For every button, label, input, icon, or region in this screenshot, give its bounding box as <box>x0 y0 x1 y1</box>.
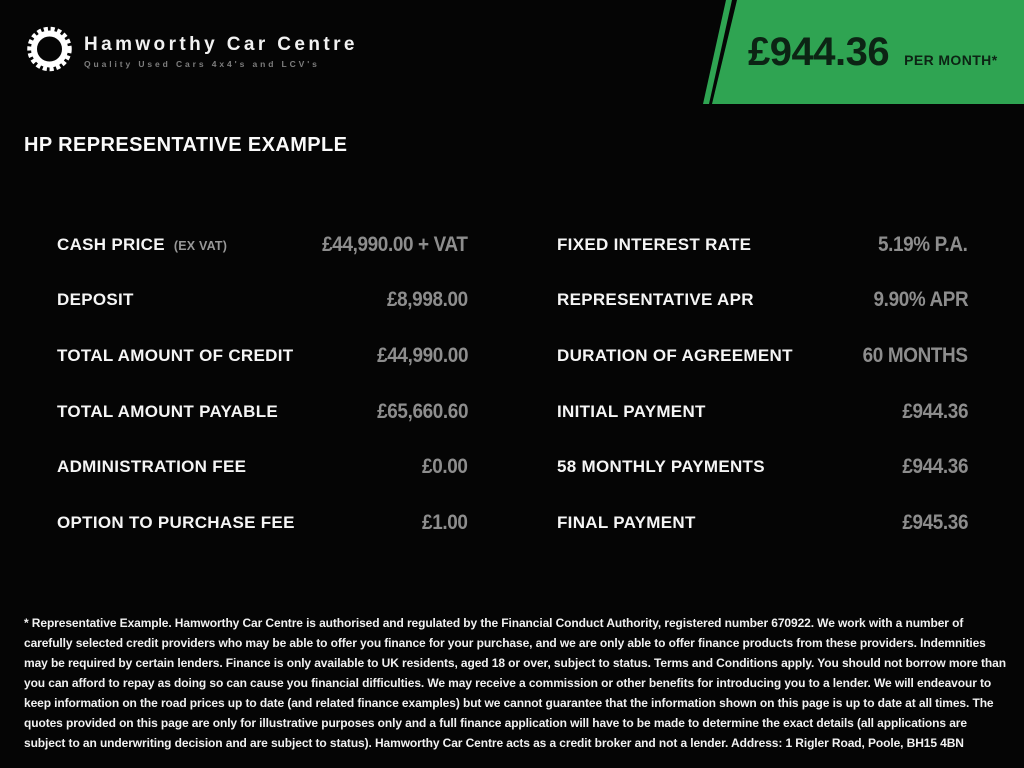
table-row-apr <box>557 273 968 329</box>
row-label: FINAL PAYMENT <box>557 512 696 532</box>
row-value: £944.36 <box>902 455 968 479</box>
table-row-initial-payment <box>557 384 968 440</box>
row-label: FIXED INTEREST RATE <box>557 234 752 254</box>
row-label: TOTAL AMOUNT PAYABLE <box>57 401 279 421</box>
brand-name: Hamworthy Car Centre <box>84 34 358 55</box>
table-row-total-payable <box>57 384 468 440</box>
row-label: 58 MONTHLY PAYMENTS <box>557 457 765 477</box>
table-row-monthly-payments <box>557 439 968 495</box>
row-label: CASH PRICE (EX VAT) <box>57 234 228 254</box>
table-row-deposit <box>57 273 468 329</box>
row-note: (EX VAT) <box>173 238 228 253</box>
disclaimer-text: * Representative Example. Hamworthy Car Centre is authorised and regulated by the Financial Conduct Authority, registered number 670922. We work with a number of carefully selected credit providers who may be able to offer you finance for your purchase, and we are only able to offer finance products from these providers. Indemnities may be required by certain lenders. Finance is only available to UK residents, aged 18 or over, subject to status. Terms and Conditions apply. You should not borrow more than you can afford to repay as doing so can cause you financial difficulties. We may receive a commission or other benefits for introducing you to a lender. We will endeavour to keep information on the road prices up to date (and related finance examples) but we cannot guarantee that the information shown on this page is up to date at all times. The quotes provided on this page are only for illustrative purposes only and a full finance application will have to be made to determine the exact details (all applications are subject to an underwriting decision and are subject to status). Hamworthy Car Centre acts as a credit broker and not a lender. Address: 1 Rigler Road, Poole, BH15 4BN <box>24 616 1006 750</box>
table-row-duration <box>557 328 968 384</box>
table-row-admin-fee <box>57 439 468 495</box>
brand-logo <box>26 24 358 79</box>
brand-tagline: Quality Used Cars 4x4's and LCV's <box>84 59 320 69</box>
row-label: DURATION OF AGREEMENT <box>557 345 793 365</box>
row-label: OPTION TO PURCHASE FEE <box>57 512 295 532</box>
row-label: TOTAL AMOUNT OF CREDIT <box>57 345 294 365</box>
row-value: £944.36 <box>902 399 968 423</box>
row-value: £44,990.00 + VAT <box>322 232 468 256</box>
finance-column-right <box>557 217 968 551</box>
banner-text <box>748 0 998 104</box>
brand-text <box>84 34 358 69</box>
row-value: 9.90% APR <box>873 288 968 312</box>
table-row-cash-price <box>57 217 468 273</box>
row-label: ADMINISTRATION FEE <box>57 457 247 477</box>
row-value: £0.00 <box>422 455 468 479</box>
per-month-label: PER MONTH* <box>904 52 998 68</box>
page-title: HP REPRESENTATIVE EXAMPLE <box>24 134 348 156</box>
row-value: £65,660.60 <box>377 399 468 423</box>
row-label: INITIAL PAYMENT <box>557 401 706 421</box>
row-value: 5.19% P.A. <box>878 232 968 256</box>
row-label: REPRESENTATIVE APR <box>557 290 754 310</box>
row-value: £945.36 <box>902 510 968 534</box>
row-label: DEPOSIT <box>57 290 134 310</box>
table-row-total-credit <box>57 328 468 384</box>
table-row-final-payment <box>557 495 968 551</box>
gear-icon <box>26 24 73 79</box>
row-value: £8,998.00 <box>387 288 468 312</box>
row-value: £1.00 <box>422 510 468 534</box>
monthly-price: £944.36 <box>748 29 890 74</box>
row-value: 60 MONTHS <box>863 343 968 367</box>
table-row-interest-rate <box>557 217 968 273</box>
row-value: £44,990.00 <box>377 343 468 367</box>
monthly-price-banner <box>684 0 1024 104</box>
finance-table <box>57 217 968 551</box>
finance-column-left <box>57 217 468 551</box>
table-row-option-fee <box>57 495 468 551</box>
